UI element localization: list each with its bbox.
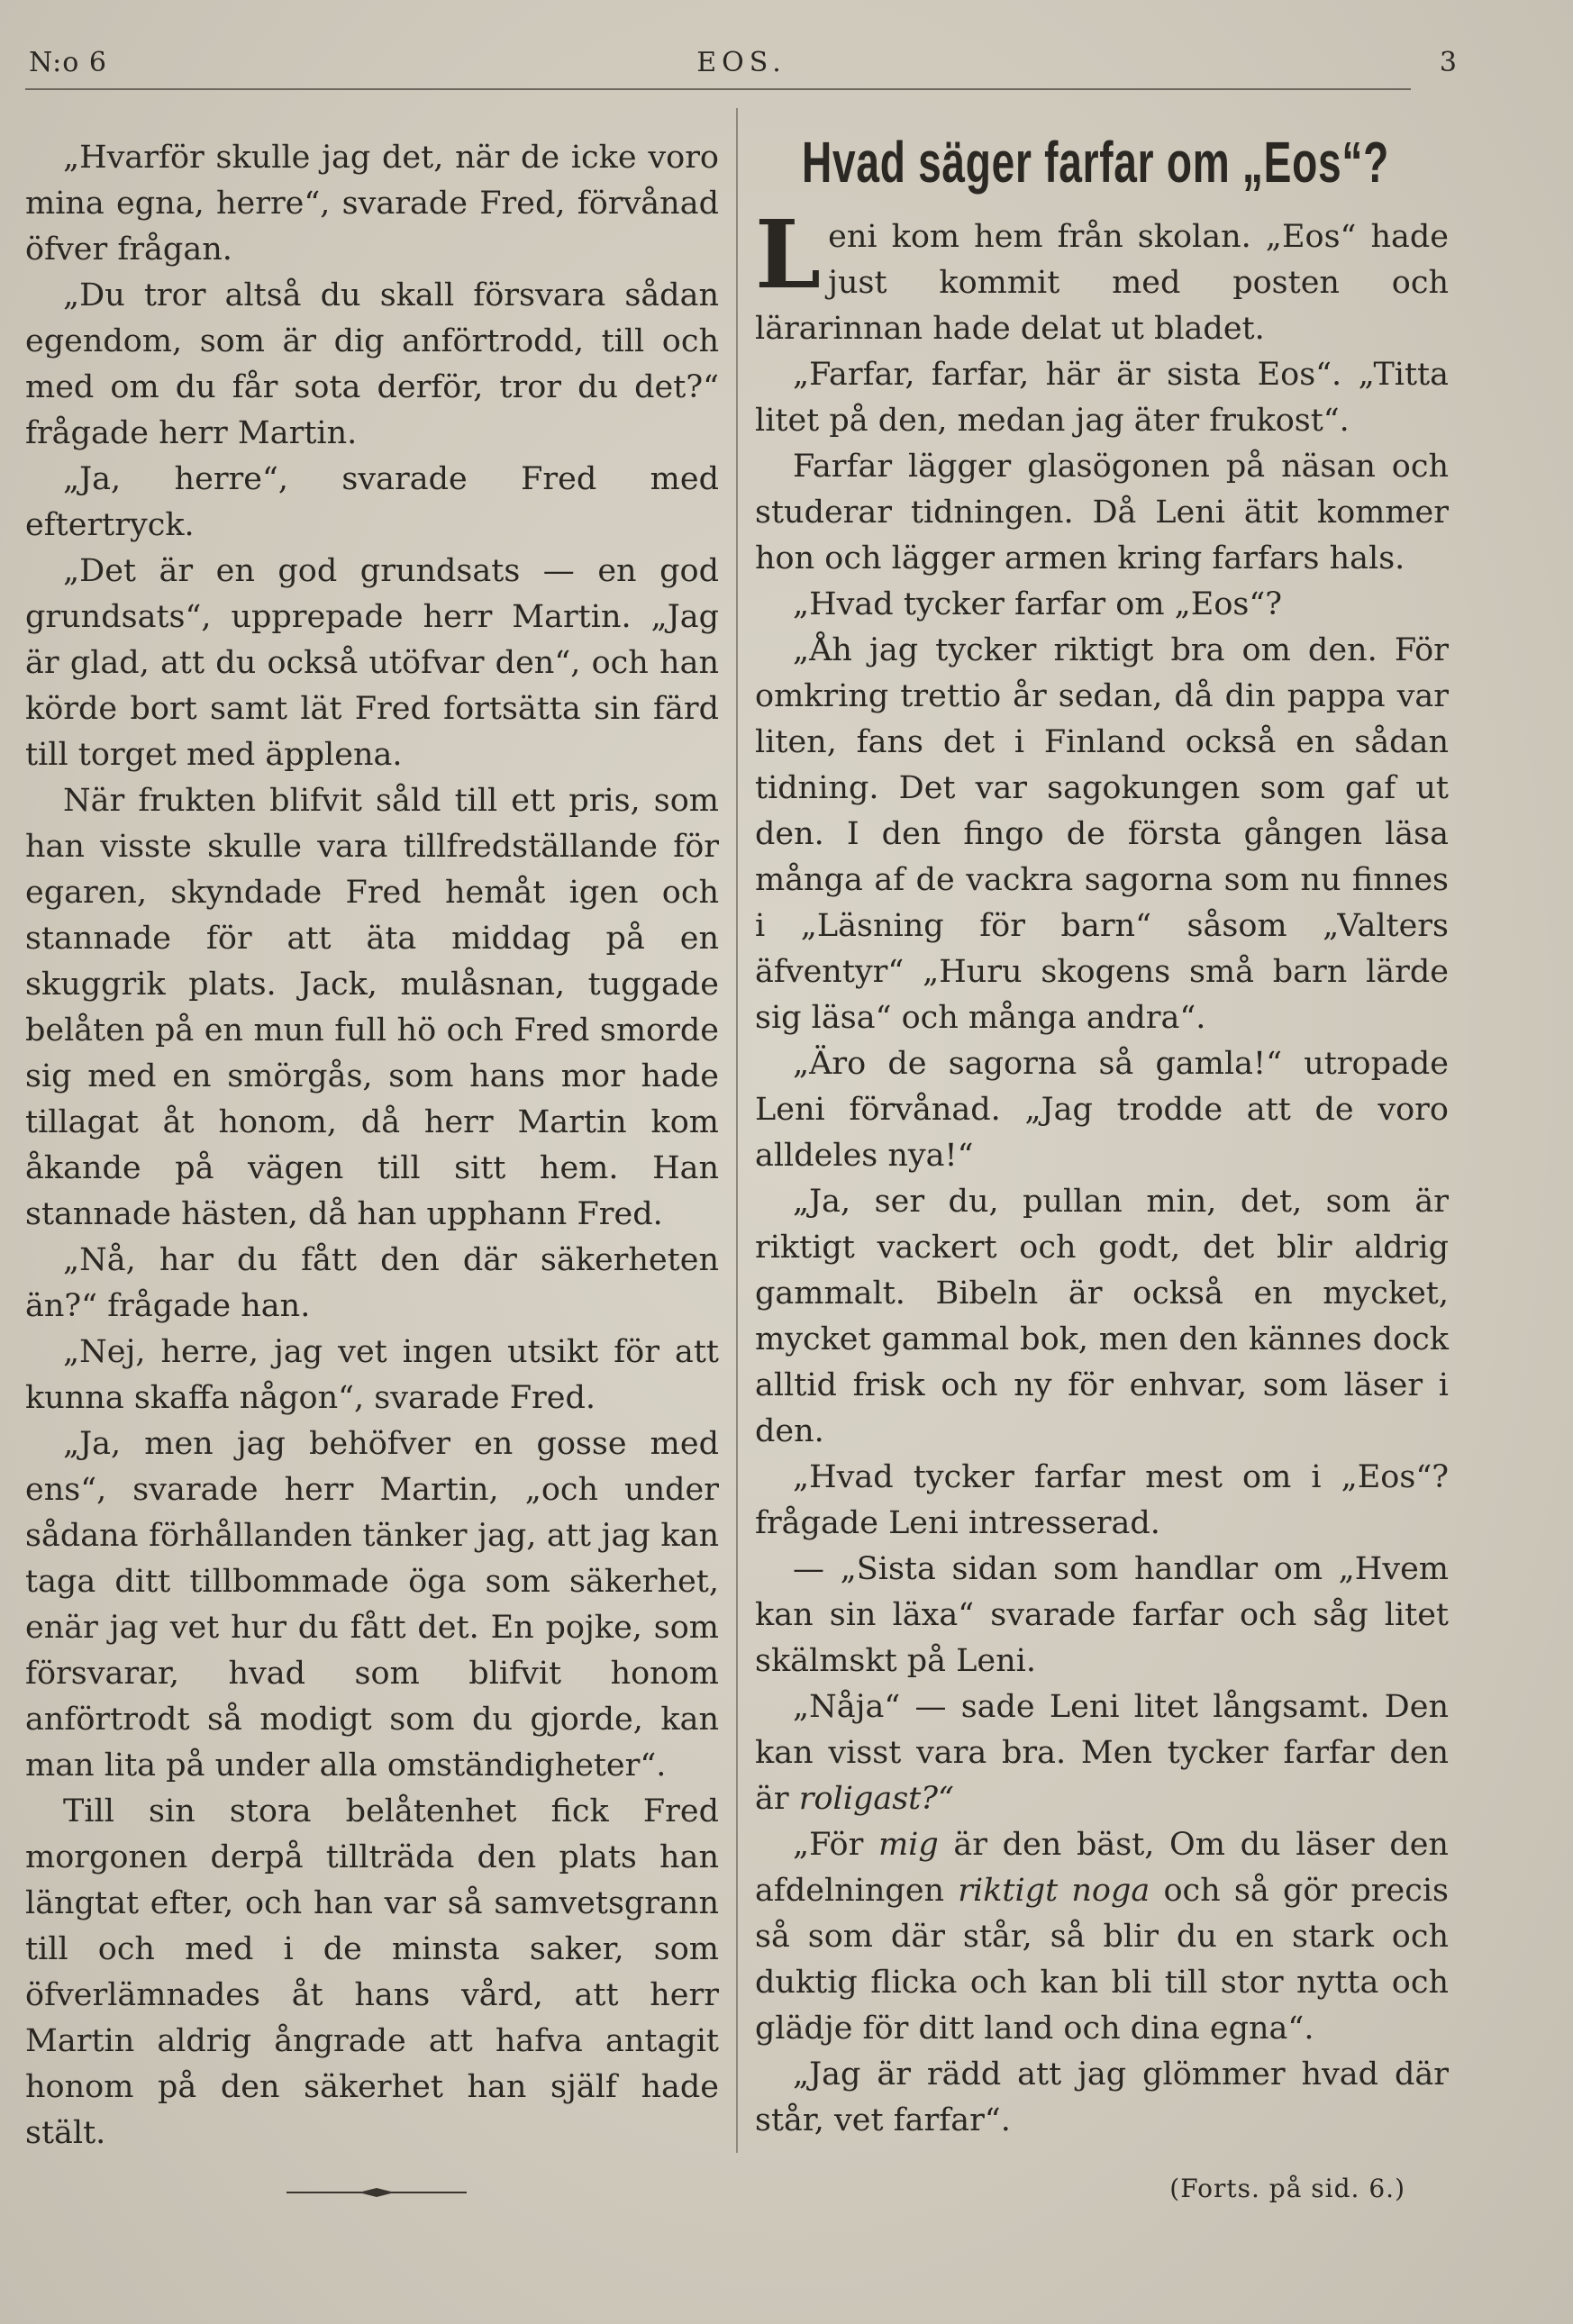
paragraph: „Jag är rädd att jag glömmer hvad där står, vet farfar“. (755, 2056, 1449, 2138)
header-rule (25, 88, 1411, 90)
paragraph-text: „För (793, 1827, 864, 1863)
paragraph-text: „Nåja“ — sade Leni litet långsamt. Den kan visst vara bra. Men tycker farfar den är (755, 1689, 1449, 1817)
paragraph-text: och så gör precis så som där står, så blir du en stark och duktig flicka och kan bli till stor nytta och glädje för ditt land och dina egna“. (755, 1873, 1449, 2047)
publication-title: EOS. (696, 47, 786, 78)
column-divider (736, 108, 738, 2153)
first-paragraph-text: eni kom hem från skolan. „Eos“ hade just kommit med posten och lärarinnan hade delat ut bladet. (755, 219, 1449, 347)
paragraph: När frukten blifvit såld till ett pris, som han visste skulle vara tillfredställande för egaren, skyndade Fred hemåt igen och stannade för att äta middag på en skuggrik plats. Jack, mulåsnan, tuggade belåten på en mun full hö och Fred smorde sig med en smörgås, som hans mor hade tillagat åt honom, då herr Martin kom åkande på vägen till sitt hem. Han stannade hästen, då han upphann Fred. (25, 783, 719, 1232)
italic-word: roligast?“ (798, 1781, 954, 1817)
paragraph: „Ja, men jag behöfver en gosse med ens“, svarade herr Martin, „och under sådana förhållanden tänker jag, att jag kan taga ditt tillbommade öga som säkerhet, enär jag vet hur du fått det. En pojke, som försvarar, hvad som blifvit honom anförtrodt så modigt som du gjorde, kan man lita på under alla omständigheter“. (25, 1426, 719, 1784)
paragraph: Farfar lägger glasögonen på näsan och studerar tidningen. Då Leni ätit kommer hon och lägger armen kring farfars hals. (755, 449, 1449, 576)
paragraph: „Nå, har du fått den där säkerheten än?“ frågade han. (25, 1242, 719, 1324)
article-title: Hvad säger farfar om „Eos“? (802, 130, 1389, 195)
right-column (755, 130, 1449, 2211)
paragraph: — „Sista sidan som handlar om „Hvem kan sin läxa“ svarade farfar och såg litet skälmskt på Leni. (755, 1551, 1449, 1679)
paragraph: „Nej, herre, jag vet ingen utsikt för att kunna skaffa någon“, svarade Fred. (25, 1334, 719, 1416)
paragraph: „Farfar, farfar, här är sista Eos“. „Titta litet på den, medan jag äter frukost“. (755, 357, 1449, 439)
paragraph: „Hvad tycker farfar mest om i „Eos“? frågade Leni intresserad. (755, 1459, 1449, 1541)
issue-number: N:o 6 (29, 47, 107, 78)
italic-word: mig (877, 1827, 939, 1863)
paragraph: „Äro de sagorna så gamla!“ utropade Leni förvånad. „Jag trodde att de voro alldeles nya!“ (755, 1046, 1449, 1174)
paragraph: „Du tror altså du skall försvara sådan egendom, som är dig anförtrodd, till och med om du får sota derför, tror du det?“ frågade herr Martin. (25, 277, 719, 451)
paragraph: „Hvarför skulle jag det, när de icke voro mina egna, herre“, svarade Fred, förvånad öfver frågan. (25, 140, 719, 268)
paragraph: „Hvad tycker farfar om „Eos“? (793, 586, 1283, 622)
italic-phrase: riktigt noga (958, 1873, 1150, 1909)
paragraph: „Åh jag tycker riktigt bra om den. För omkring trettio år sedan, då din pappa var liten, fans det i Finland också en sådan tidning. Det var sagokungen som gaf ut den. I den fingo de första gången läsa många af de vackra sagorna som nu finnes i „Läsning för barn“ såsom „Valters äfventyr“ „Huru skogens små barn lärde sig läsa“ och många andra“. (755, 632, 1449, 1036)
drop-cap: L (755, 199, 822, 310)
page-number: 3 (1439, 47, 1458, 78)
paragraph (755, 1822, 1449, 2052)
paragraph: „Ja, herre“, svarade Fred med eftertryck. (25, 461, 719, 543)
paragraph: Till sin stora belåtenhet fick Fred morgonen derpå tillträda den plats han längtat efter, och han var så samvetsgrann till och med i de minsta saker, som öfverlämnades åt hans vård, att herr Martin aldrig ångrade att hafva antagit honom på den säkerhet han själf hade stält. (25, 1793, 719, 2151)
page-header (25, 43, 1458, 86)
first-paragraph (755, 199, 1449, 352)
left-column (25, 135, 719, 2156)
end-ornament (286, 2183, 467, 2201)
paragraph-text: är den bäst, Om du läser den afdelningen (755, 1827, 1449, 1909)
paragraph: „Ja, ser du, pullan min, det, som är riktigt vackert och godt, det blir aldrig gammalt. Bibeln är också en mycket, mycket gammal bok, men den kännes dock alltid frisk och ny för enhvar, som läser i den. (755, 1184, 1449, 1449)
continued-note: (Forts. på sid. 6.) (1169, 2174, 1405, 2203)
paragraph (755, 1684, 1449, 1822)
paragraph: „Det är en god grundsats — en god grundsats“, upprepade herr Martin. „Jag är glad, att du också utöfvar den“, och han körde bort samt lät Fred fortsätta sin färd till torget med äpplena. (25, 553, 719, 773)
